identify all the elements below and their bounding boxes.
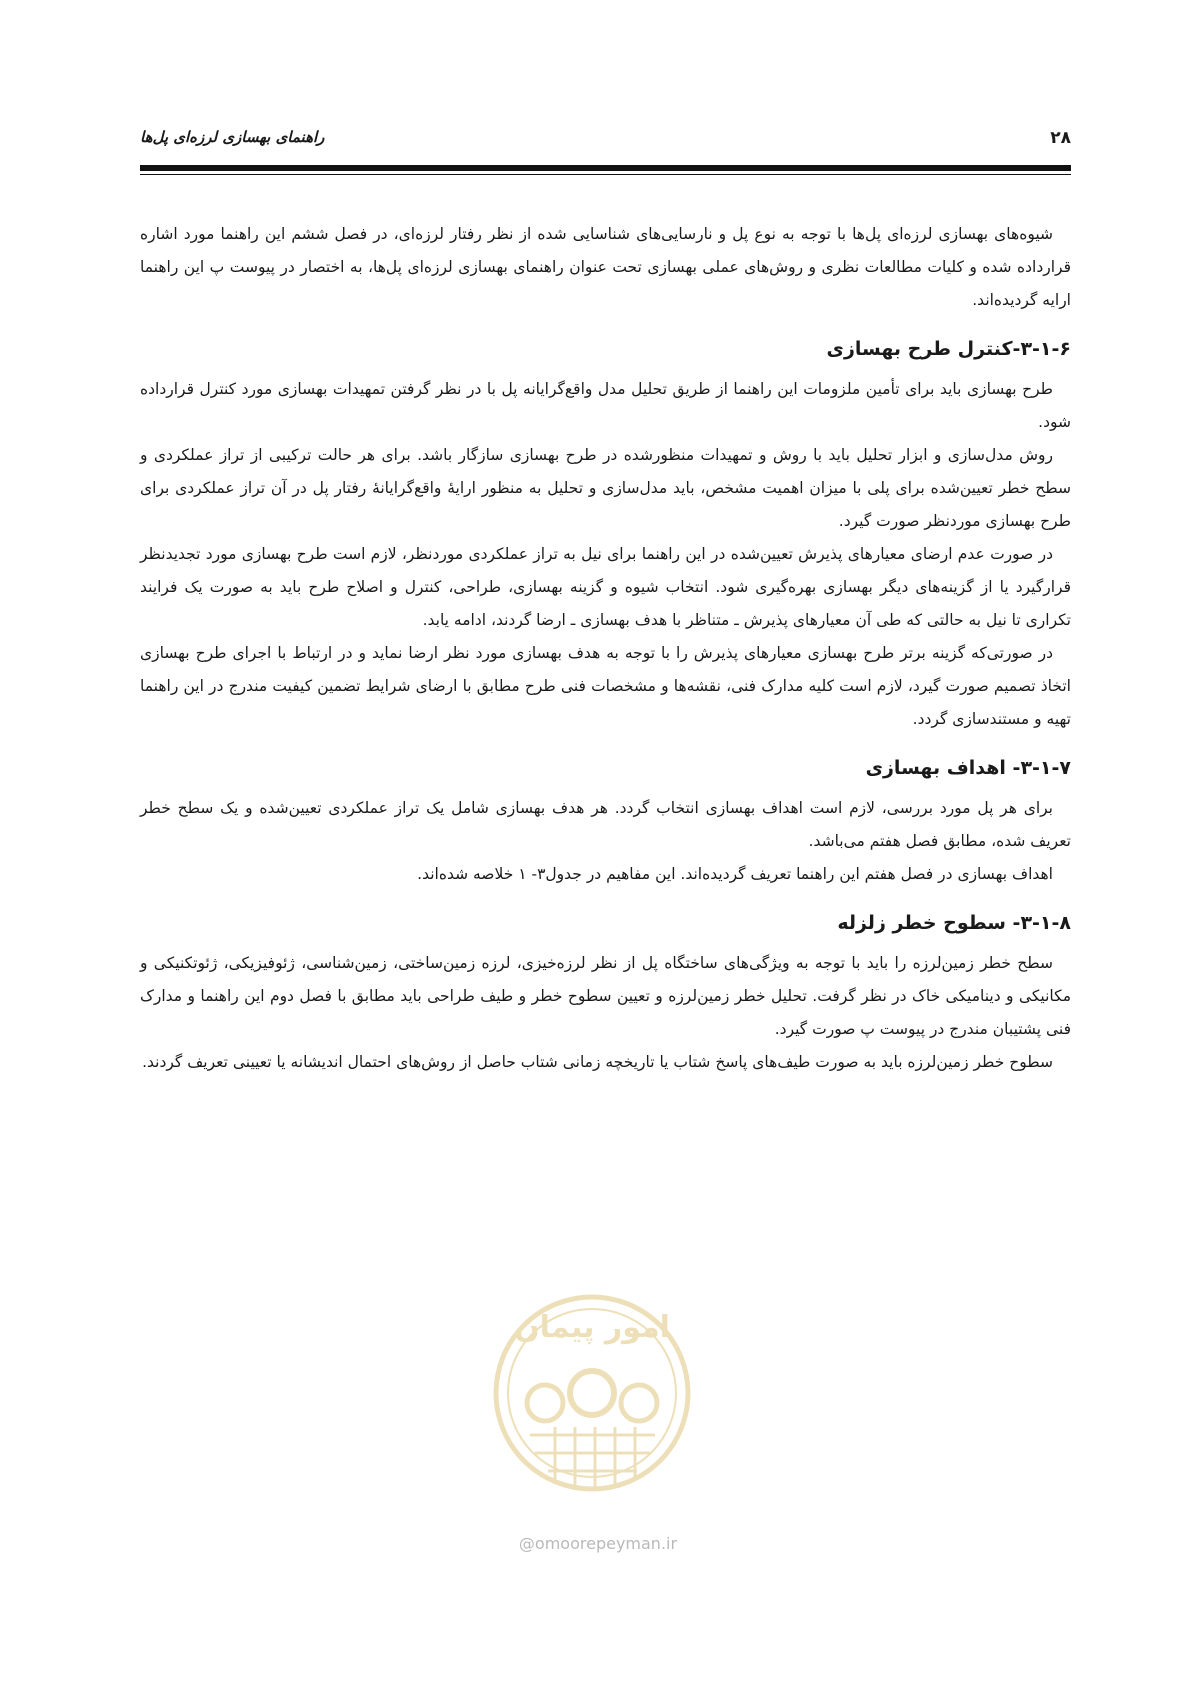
intro-paragraph: شیوه‌های بهسازی لرزه‌ای پل‌ها با توجه به نوع پل و نارسایی‌های شناسایی شده از نظر رفتار لرزه‌ای، در فصل ششم این راهنما مورد اشاره قرارداده شده و کلیات مطالعات نظری و روش‌های عملی بهسازی تحت عنوان راهنمای بهسازی لرزه‌ای پل‌ها، به اختصار در پیوست پ این راهنما ارایه گردیده‌اند. xyxy=(140,225,1071,309)
paragraph: در صورتی‌که گزینه برتر طرح بهسازی معیارهای پذیرش را با توجه به هدف بهسازی مورد نظر ارضا نماید و در ارتباط با اجرای طرح بهسازی اتخاذ تصمیم صورت گیرد، لازم است کلیه مدارک فنی، نقشه‌ها و مشخصات فنی طرح مطابق با ارضای شرایط تضمین کیفیت مندرج در این راهنما تهیه و مستندسازی گردد. xyxy=(140,644,1071,728)
running-title: راهنمای بهسازی لرزه‌ای پل‌ها xyxy=(140,128,325,146)
page-body xyxy=(140,218,1071,1079)
section-heading-hazard-levels: ۳-۱-۸- سطوح خطر زلزله xyxy=(837,912,1071,934)
section-heading-retrofit-objectives: ۳-۱-۷- اهداف بهسازی xyxy=(865,757,1071,779)
paragraph: در صورت عدم ارضای معیارهای پذیرش تعیین‌شده در این راهنما برای نیل به تراز عملکردی موردنظر، لازم است طرح بهسازی مورد تجدیدنظر قرارگیرد یا از گزینه‌های دیگر بهسازی بهره‌گیری شود. انتخاب شیوه و گزینه بهسازی، طراحی، کنترل و اصلاح طرح باید به صورت یک فرایند تکراری تا نیل به حالتی که طی آن معیارهای پذیرش ـ متناظر با هدف بهسازی ـ ارضا گردند، ادامه یابد. xyxy=(140,545,1071,629)
paragraph: روش مدل‌سازی و ابزار تحلیل باید با روش و تمهیدات منظورشده در طرح بهسازی سازگار باشد. برای هر حالت ترکیبی از تراز عملکردی و سطح خطر تعیین‌شده برای پلی با میزان اهمیت مشخص، باید مدل‌سازی و تحلیل به منظور ارایهٔ واقع‌گرایانهٔ رفتار پل در آن تراز عملکردی برای طرح بهسازی موردنظر صورت گیرد. xyxy=(140,446,1071,530)
watermark-url: @omoorepeyman.ir xyxy=(518,1534,678,1553)
header-rule-thick xyxy=(140,165,1071,171)
indented-line: اهداف بهسازی در فصل هفتم این راهنما تعریف گردیده‌اند. این مفاهیم در جدول۳- ۱ خلاصه شده‌اند. xyxy=(417,865,1053,883)
paragraph: سطوح خطر زمین‌لرزه باید به صورت طیف‌های پاسخ شتاب یا تاریخچه زمانی شتاب حاصل از روش‌های احتمال اندیشانه یا تعیینی تعریف گردند. xyxy=(142,1053,1053,1071)
paragraph: طرح بهسازی باید برای تأمین ملزومات این راهنما از طریق تحلیل مدل واقع‌گرایانه پل با در نظر گرفتن تمهیدات بهسازی مورد کنترل قرارداده شود. xyxy=(140,380,1071,431)
watermark-text: امور پیمان xyxy=(514,1310,670,1345)
header-rule-thin xyxy=(140,174,1071,175)
paragraph: سطح خطر زمین‌لرزه را باید با توجه به ویژگی‌های ساختگاه پل از نظر لرزه‌خیزی، لرزه زمین‌ساختی، زمین‌شناسی، ژئوفیزیکی، ژئوتکنیکی و مکانیکی و دینامیکی خاک در نظر گرفت. تحلیل خطر زمین‌لرزه و تعیین سطوح خطر و طیف طراحی باید مطابق با فصل دوم این راهنما و مدارک فنی پشتیبان مندرج در پیوست پ صورت گیرد. xyxy=(140,954,1071,1038)
paragraph: برای هر پل مورد بررسی، لازم است اهداف بهسازی انتخاب گردد. هر هدف بهسازی شامل یک تراز عملکردی تعیین‌شده و یک سطح خطر تعریف شده، مطابق فصل هفتم می‌باشد. xyxy=(140,799,1071,850)
watermark-logo xyxy=(490,1275,695,1515)
page-number: ۲۸ xyxy=(1050,128,1071,148)
page-header xyxy=(140,128,1071,158)
section-heading-design-check: ۳-۱-۶-کنترل طرح بهسازی xyxy=(826,338,1071,360)
